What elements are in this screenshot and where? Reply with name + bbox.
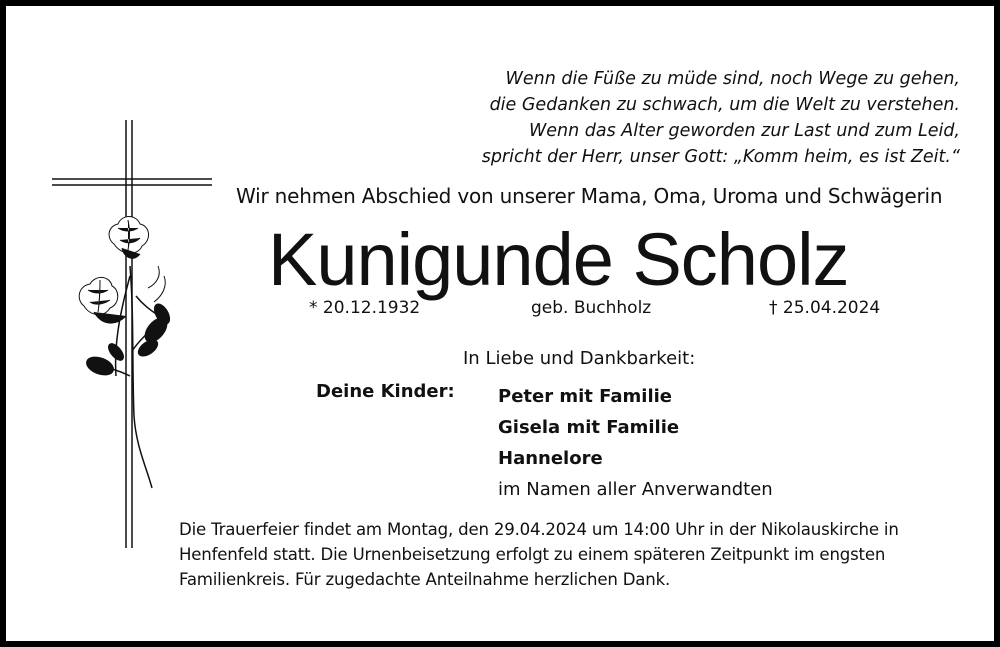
service-line: Die Trauerfeier findet am Montag, den 29.04.2024 um 14:00 Uhr in der Nikolauskirche in xyxy=(179,520,899,539)
birth-date: * 20.12.1932 xyxy=(309,298,421,318)
mourner-name: Hannelore xyxy=(498,448,603,469)
mourner-name: Peter mit Familie xyxy=(498,386,673,407)
farewell-line: Wir nehmen Abschied von unserer Mama, Oma, Uroma und Schwägerin xyxy=(236,184,943,208)
poem-line: Wenn die Füße zu müde sind, noch Wege zu gehen, xyxy=(505,69,960,89)
other-relatives: im Namen aller Anverwandten xyxy=(498,479,773,500)
deceased-name: Kunigunde Scholz xyxy=(268,218,849,301)
maiden-name: geb. Buchholz xyxy=(531,298,652,318)
service-line: Henfenfeld statt. Die Urnenbeisetzung erfolgt zu einem späteren Zeitpunkt im engsten xyxy=(179,545,886,564)
poem xyxy=(482,66,960,170)
death-date: † 25.04.2024 xyxy=(769,298,881,318)
poem-line: die Gedanken zu schwach, um die Welt zu verstehen. xyxy=(489,95,960,115)
mourners-list xyxy=(498,381,773,505)
cross-with-rose-icon xyxy=(44,116,214,556)
mourner-name: Gisela mit Familie xyxy=(498,417,680,438)
children-label: Deine Kinder: xyxy=(316,381,455,402)
service-info xyxy=(179,517,899,592)
poem-line: spricht der Herr, unser Gott: „Komm heim, es ist Zeit.“ xyxy=(481,147,960,167)
service-line: Familienkreis. Für zugedachte Anteilnahme herzlichen Dank. xyxy=(179,570,671,589)
gratitude-line: In Liebe und Dankbarkeit: xyxy=(463,348,696,369)
poem-line: Wenn das Alter geworden zur Last und zum Leid, xyxy=(528,121,960,141)
